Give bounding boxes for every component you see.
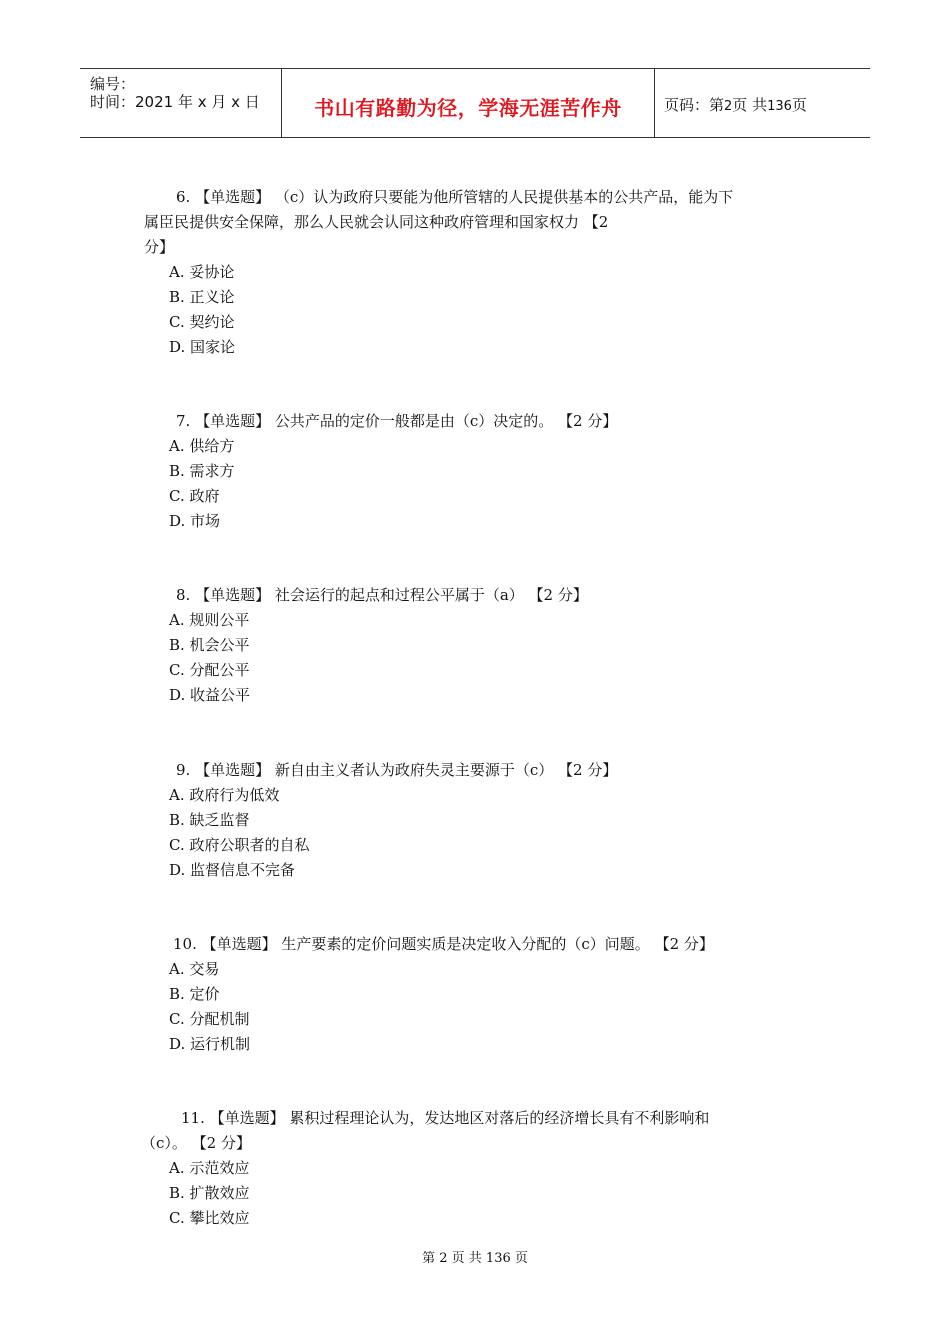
page-indicator — [664, 94, 807, 115]
option-c: C. 契约论 — [169, 313, 235, 331]
option-a: A. 妥协论 — [169, 263, 235, 281]
page-header — [80, 68, 870, 138]
question-text: （c）。 【2 分】 — [141, 1134, 251, 1152]
motto: 书山有路勤为径，学海无涯苦作舟 — [314, 96, 622, 120]
header-meta-cell — [80, 69, 282, 137]
option-a: A. 政府行为低效 — [169, 786, 280, 804]
question-text: 分】 — [144, 238, 175, 256]
question-text: 属臣民提供安全保障，那么人民就会认同这种政府管理和国家权力 【2 — [144, 213, 609, 231]
option-c: C. 政府公职者的自私 — [169, 836, 310, 854]
option-d: D. 市场 — [169, 512, 221, 530]
page-total: 136 — [767, 99, 792, 114]
option-b: B. 定价 — [169, 985, 220, 1003]
question-text: 11. 【单选题】 累积过程理论认为，发达地区对落后的经济增长具有不利影响和 — [181, 1109, 710, 1127]
page-current: 2 — [724, 99, 733, 114]
page-suffix: 页 — [791, 96, 807, 114]
date-label: 时间：2021 年 x 月 x 日 — [90, 93, 260, 111]
option-b: B. 需求方 — [169, 462, 235, 480]
option-b: B. 扩散效应 — [169, 1184, 250, 1202]
header-motto-cell — [282, 69, 655, 137]
number-label: 编号： — [90, 75, 136, 93]
question-text: 9. 【单选题】 新自由主义者认为政府失灵主要源于（c） 【2 分】 — [176, 761, 618, 779]
page-footer: 第 2 页 共 136 页 — [422, 1251, 528, 1266]
page-prefix: 页码：第 — [664, 96, 725, 114]
option-c: C. 政府 — [169, 487, 220, 505]
option-c: C. 攀比效应 — [169, 1209, 250, 1227]
header-page-cell — [655, 69, 870, 137]
question-text: 6. 【单选题】 （c）认为政府只要能为他所管辖的人民提供基本的公共产品，能为下 — [176, 188, 734, 206]
option-d: D. 收益公平 — [169, 686, 251, 704]
question-text: 7. 【单选题】 公共产品的定价一般都是由（c）决定的。 【2 分】 — [176, 412, 618, 430]
question-text: 8. 【单选题】 社会运行的起点和过程公平属于（a） 【2 分】 — [176, 586, 588, 604]
option-a: A. 交易 — [169, 960, 220, 978]
question-text: 10. 【单选题】 生产要素的定价问题实质是决定收入分配的（c）问题。 【2 分】 — [173, 935, 714, 953]
option-d: D. 国家论 — [169, 338, 236, 356]
page-mid: 页 共 — [732, 96, 768, 114]
option-d: D. 监督信息不完备 — [169, 861, 296, 879]
option-d: D. 运行机制 — [169, 1035, 251, 1053]
option-a: A. 示范效应 — [169, 1159, 250, 1177]
option-b: B. 正义论 — [169, 288, 235, 306]
option-b: B. 缺乏监督 — [169, 811, 250, 829]
option-b: B. 机会公平 — [169, 636, 250, 654]
option-c: C. 分配公平 — [169, 661, 250, 679]
option-c: C. 分配机制 — [169, 1010, 250, 1028]
option-a: A. 规则公平 — [169, 611, 250, 629]
option-a: A. 供给方 — [169, 437, 235, 455]
